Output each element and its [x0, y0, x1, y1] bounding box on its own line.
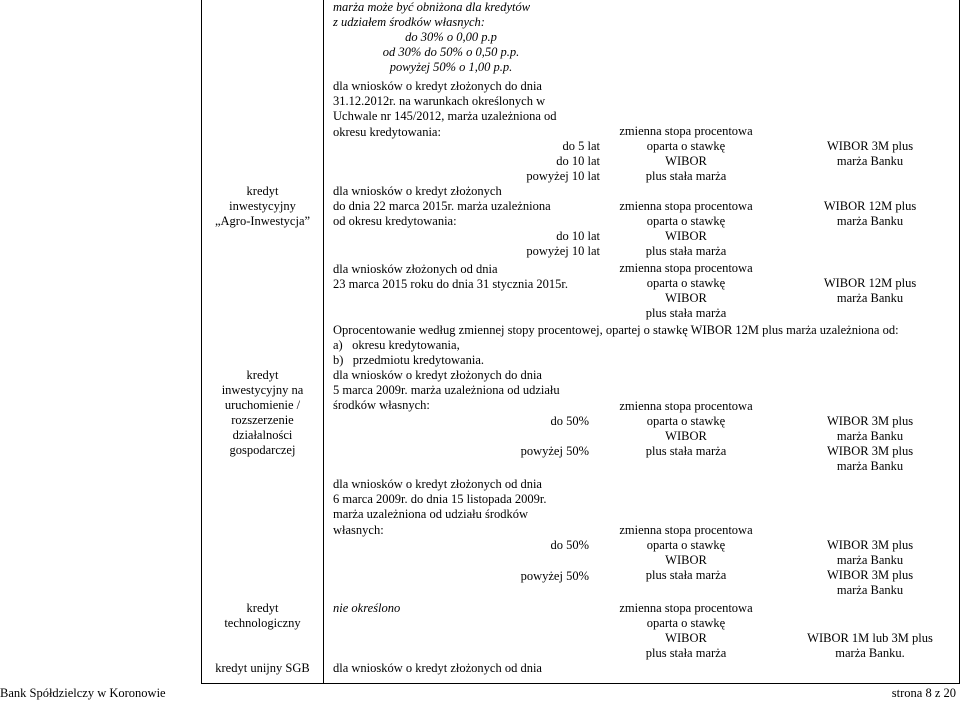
unijny-desc: dla wniosków o kredyt złożonych od dnia	[333, 661, 542, 675]
rate-type-uruch-b2: zmienna stopa procentowa oparta o stawkę WIBOR plus stała marża	[619, 523, 753, 582]
rate-type-uruch-b1: zmienna stopa procentowa oparta o stawkę WIBOR plus stała marża	[619, 399, 753, 458]
rate-type-tech: zmienna stopa procentowa oparta o stawkę WIBOR plus stała marża	[619, 601, 753, 660]
category-uruchomienie: kredyt inwestycyjny na uruchomienie / rozszerzenie działalności gospodarczej	[221, 368, 304, 457]
table-border-left	[201, 0, 202, 683]
agro-b3-intro: dla wniosków złożonych od dnia 23 marca 2015 roku do dnia 31 stycznia 2015r.	[333, 262, 569, 292]
table-divider-1	[323, 0, 324, 683]
agro-tiers: do 30% o 0,00 p.p od 30% do 50% o 0,50 p.p. powyżej 50% o 1,00 p.p.	[382, 30, 520, 75]
uruch-b2-intro: dla wniosków o kredyt złożonych od dnia 6 marca 2009r. do dnia 15 listopada 2009r. marża uzależniona od udziału środków własnych:	[333, 477, 547, 537]
agro-wide-note: Oprocentowanie według zmiennej stopy procentowej, opartej o stawkę WIBOR 12M plus marża uzależniona od:	[333, 323, 899, 337]
uruch-b1-intro: dla wniosków o kredyt złożonych do dnia 5 marca 2009r. marża uzależniona od udziału środków własnych:	[333, 368, 560, 413]
uruch-b2-tier-1: do 50%	[550, 538, 589, 552]
agro-b1-intro: dla wniosków o kredyt złożonych do dnia 31.12.2012r. na warunkach określonych w Uchwale nr 145/2012, marża uzależniona od okresu kredytowania:	[333, 79, 557, 139]
footer-bank-name: Bank Spółdzielczy w Koronowie	[0, 686, 166, 700]
footer-page-number: strona 8 z 20	[891, 686, 956, 700]
table-bottom-border	[201, 683, 960, 684]
rate-agro-b3: WIBOR 12M plus marża Banku	[823, 276, 917, 305]
tech-desc: nie określono	[333, 601, 401, 615]
agro-b2-periods: do 10 lat powyżej 10 lat	[526, 229, 600, 259]
rate-agro-b2: WIBOR 12M plus marża Banku	[823, 199, 917, 228]
uruch-b1-tier-1: do 50%	[550, 414, 589, 428]
category-technologiczny: kredyt technologiczny	[224, 601, 301, 630]
rate-agro-b1: WIBOR 3M plus marża Banku	[826, 139, 914, 168]
agro-b2-intro: dla wniosków o kredyt złożonych do dnia 22 marca 2015r. marża uzależniona od okresu kredytowania:	[333, 184, 551, 229]
uruch-b2-tier-2: powyżej 50%	[520, 569, 589, 583]
agro-note-items: a) okresu kredytowania, b) przedmiotu kredytowania.	[333, 338, 485, 368]
agro-b1-periods: do 5 lat do 10 lat powyżej 10 lat	[526, 139, 600, 184]
rate-type-agro-b3: zmienna stopa procentowa oparta o stawkę WIBOR plus stała marża	[619, 261, 753, 320]
category-unijny: kredyt unijny SGB	[215, 661, 310, 675]
uruch-b1-tier-2: powyżej 50%	[520, 444, 589, 458]
rate-uruch-b1: WIBOR 3M plus marża Banku WIBOR 3M plus marża Banku	[826, 414, 914, 473]
agro-intro: marża może być obniżona dla kredytów z udziałem środków własnych:	[333, 0, 531, 30]
rate-uruch-b2: WIBOR 3M plus marża Banku WIBOR 3M plus marża Banku	[826, 538, 914, 597]
rate-tech: WIBOR 1M lub 3M plus marża Banku.	[807, 631, 933, 660]
category-agro: kredyt inwestycyjny „Agro-Inwestycja”	[214, 184, 311, 228]
rate-type-agro-b2: zmienna stopa procentowa oparta o stawkę WIBOR plus stała marża	[619, 199, 753, 258]
rate-type-agro-b1: zmienna stopa procentowa oparta o stawkę WIBOR plus stała marża	[619, 124, 753, 183]
